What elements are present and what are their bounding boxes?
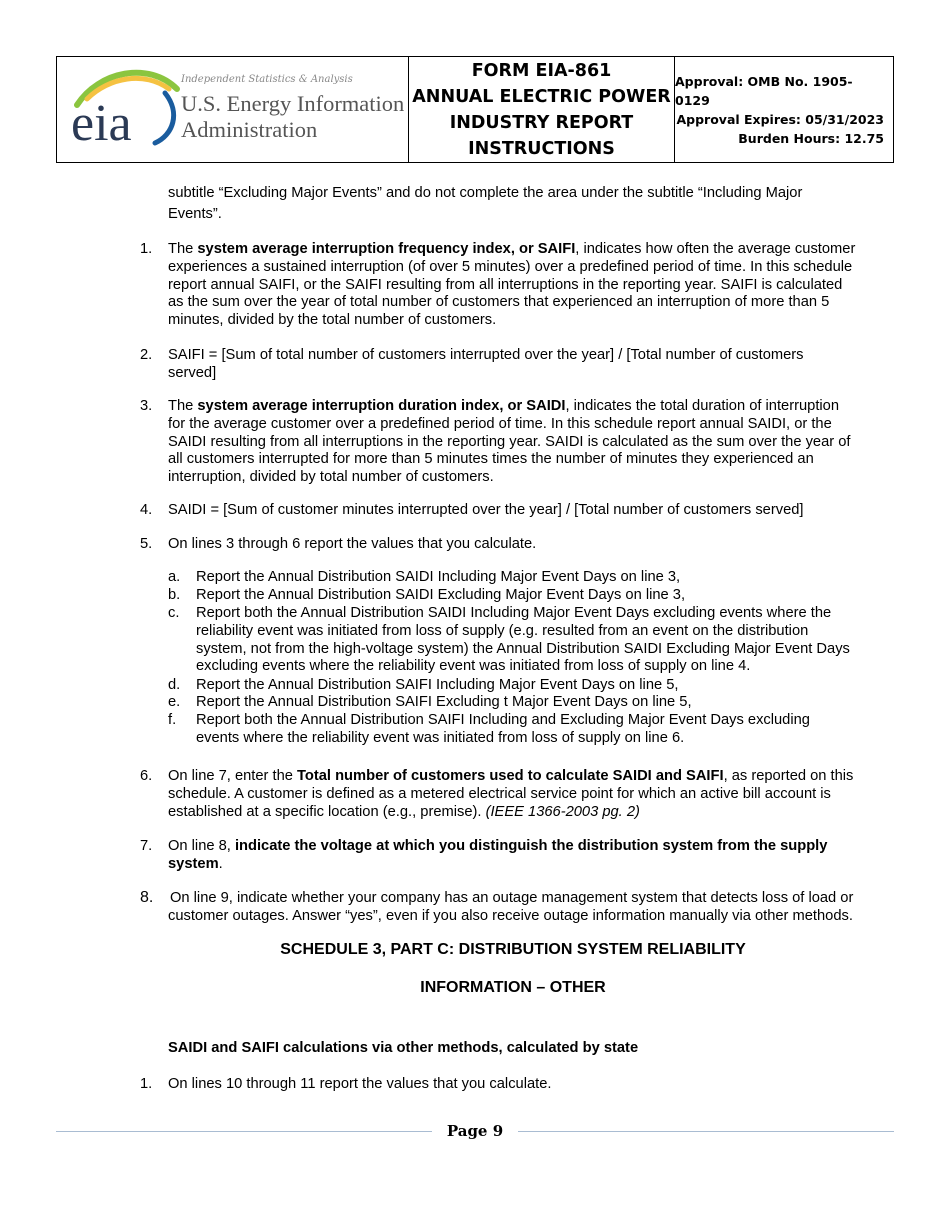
footer-rule-right	[518, 1131, 894, 1132]
eia-logo-icon	[69, 63, 181, 153]
sub-letter: d.	[168, 677, 181, 693]
subsection-heading: SAIDI and SAIFI calculations via other methods, calculated by state	[168, 1040, 639, 1056]
saifi-definition	[168, 241, 896, 330]
sub-letter: b.	[168, 587, 181, 603]
voltage-term-end: system	[168, 855, 219, 872]
saifi-term: system average interruption frequency index, or SAIFI	[197, 241, 576, 257]
sub-letter: a.	[168, 569, 181, 585]
text-line: Report both the Annual Distribution SAIFI Including and Excluding Major Event Days excluding	[196, 712, 810, 728]
agency-name-line2: Administration	[181, 117, 318, 142]
burden-hours: Burden Hours: 12.75	[738, 130, 884, 146]
saidi-formula: SAIDI = [Sum of customer minutes interrupted over the year] / [Total number of customers served]	[168, 502, 804, 518]
text-line: as the sum over the year of total number of customers that experienced an interruption of more than 5	[168, 294, 830, 311]
intro-paragraph	[168, 185, 896, 224]
item-number: 2.	[140, 347, 153, 363]
section-title-continued: INFORMATION – OTHER	[420, 979, 606, 996]
form-title-line: FORM EIA-861	[471, 60, 612, 81]
text-line: system, not from the high-voltage system) the Annual Distribution SAIDI Excluding Major Event Days	[196, 640, 850, 657]
text-line: Report both the Annual Distribution SAIDI Including Major Event Days excluding events where the	[196, 605, 832, 621]
form-title	[409, 57, 675, 162]
text-line: reliability event was initiated from loss of supply (e.g. resulted from an event on the distribution	[196, 622, 809, 639]
text-line: events where the reliability event was initiated from loss of supply on line 6.	[196, 729, 685, 746]
text-line: interruption, divided by total number of customers.	[168, 469, 494, 486]
text-line: Events”.	[168, 205, 222, 222]
agency-tagline: Independent Statistics & Analysis	[181, 74, 353, 85]
voltage-instruction	[168, 838, 896, 874]
logo-text: eia	[71, 95, 132, 152]
citation: (IEEE 1366-2003 pg. 2)	[485, 803, 640, 820]
form-title-line: INSTRUCTIONS	[468, 138, 615, 159]
item-number: 1.	[140, 1076, 153, 1092]
section-title: SCHEDULE 3, PART C: DISTRIBUTION SYSTEM RELIABILITY	[280, 941, 746, 958]
text-line: for the average customer over a predefined period of time. In this schedule report annual SAIDI, or the	[168, 415, 832, 432]
saidi-definition	[168, 398, 896, 487]
total-customers-term: Total number of customers used to calculate SAIDI and SAIFI	[297, 768, 724, 784]
item-number: 1.	[140, 241, 153, 257]
sub-letter: c.	[168, 605, 180, 621]
item-number: 6.	[140, 768, 153, 784]
sub-item	[196, 712, 896, 748]
lines-10-11-instruction: On lines 10 through 11 report the values that you calculate.	[168, 1076, 552, 1092]
item-number: 4.	[140, 502, 153, 518]
approval-info	[675, 57, 893, 162]
text-line: system.	[168, 855, 223, 872]
sub-letter: e.	[168, 694, 181, 710]
item-number: 3.	[140, 398, 153, 414]
text-line: The system average interruption duration index, or SAIDI, indicates the total duration of interruption	[168, 398, 840, 414]
agency-name	[181, 91, 404, 143]
text-line: minutes, divided by the total number of customers.	[168, 312, 497, 329]
sub-letter: f.	[168, 712, 177, 728]
text-line: On line 7, enter the Total number of customers used to calculate SAIDI and SAIFI, as reported on this	[168, 768, 854, 784]
text-line: The system average interruption frequency index, or SAIFI, indicates how often the average customer	[168, 241, 856, 257]
lines-3-6-instruction: On lines 3 through 6 report the values that you calculate.	[168, 536, 537, 552]
text-line: SAIFI = [Sum of total number of customers interrupted over the year] / [Total number of customers	[168, 347, 804, 363]
omb-approval: Approval: OMB No. 1905-0129	[675, 73, 853, 108]
sub-item: Report the Annual Distribution SAIFI Excluding t Major Event Days on line 5,	[196, 694, 692, 710]
text-line: customer outages. Answer “yes”, even if you also receive outage information manually via other methods.	[168, 907, 853, 924]
form-title-line: INDUSTRY REPORT	[449, 112, 634, 133]
voltage-term: indicate the voltage at which you distinguish the distribution system from the supply	[234, 838, 828, 854]
text-line: experiences a sustained interruption (of over 5 minutes) over a predefined period of time. In this schedule	[168, 258, 853, 275]
text-line: subtitle “Excluding Major Events” and do not complete the area under the subtitle “Including Major	[168, 185, 803, 201]
text-line: served]	[168, 364, 217, 381]
item-number: 5.	[140, 536, 153, 552]
text-line: SAIDI resulting from all interruptions in the reporting year. SAIDI is calculated as the sum over the year of	[168, 433, 851, 450]
text-line: schedule. A customer is defined as a metered electrical service point for which an active bill account is	[168, 785, 831, 802]
outage-system-instruction	[170, 890, 898, 926]
sub-item	[196, 605, 896, 676]
form-header	[56, 56, 894, 163]
saifi-formula	[168, 347, 896, 383]
sub-item: Report the Annual Distribution SAIDI Excluding Major Event Days on line 3,	[196, 587, 686, 603]
text-line: On line 8, indicate the voltage at which you distinguish the distribution system from the supply	[168, 838, 828, 854]
agency-name-line1: U.S. Energy Information	[181, 91, 405, 116]
text-line: excluding events where the reliability event was initiated from loss of supply on line 4.	[196, 658, 751, 675]
sub-item: Report the Annual Distribution SAIFI Including Major Event Days on line 5,	[196, 677, 679, 693]
sub-item: Report the Annual Distribution SAIDI Including Major Event Days on line 3,	[196, 569, 681, 585]
text-line: established at a specific location (e.g., premise). (IEEE 1366-2003 pg. 2)	[168, 803, 640, 820]
saidi-term: system average interruption duration index, or SAIDI	[197, 398, 566, 414]
item-number: 7.	[140, 838, 153, 854]
text-line: report annual SAIFI, or the SAIFI resulting from all interruptions in the reporting year. SAIFI is calculated	[168, 276, 843, 293]
page-number: Page 9	[446, 1122, 504, 1140]
agency-logo-cell	[57, 57, 409, 162]
footer-rule-left	[56, 1131, 432, 1132]
approval-expiry: Approval Expires: 05/31/2023	[676, 111, 884, 127]
text-line: On line 9, indicate whether your company has an outage management system that detects loss of load or	[170, 890, 854, 906]
form-title-line: ANNUAL ELECTRIC POWER	[412, 86, 671, 107]
total-customers-instruction	[168, 768, 896, 821]
item-number: 8.	[140, 889, 154, 906]
text-line: all customers interrupted for more than 5 minutes times the number of minutes they experienced an	[168, 451, 814, 468]
